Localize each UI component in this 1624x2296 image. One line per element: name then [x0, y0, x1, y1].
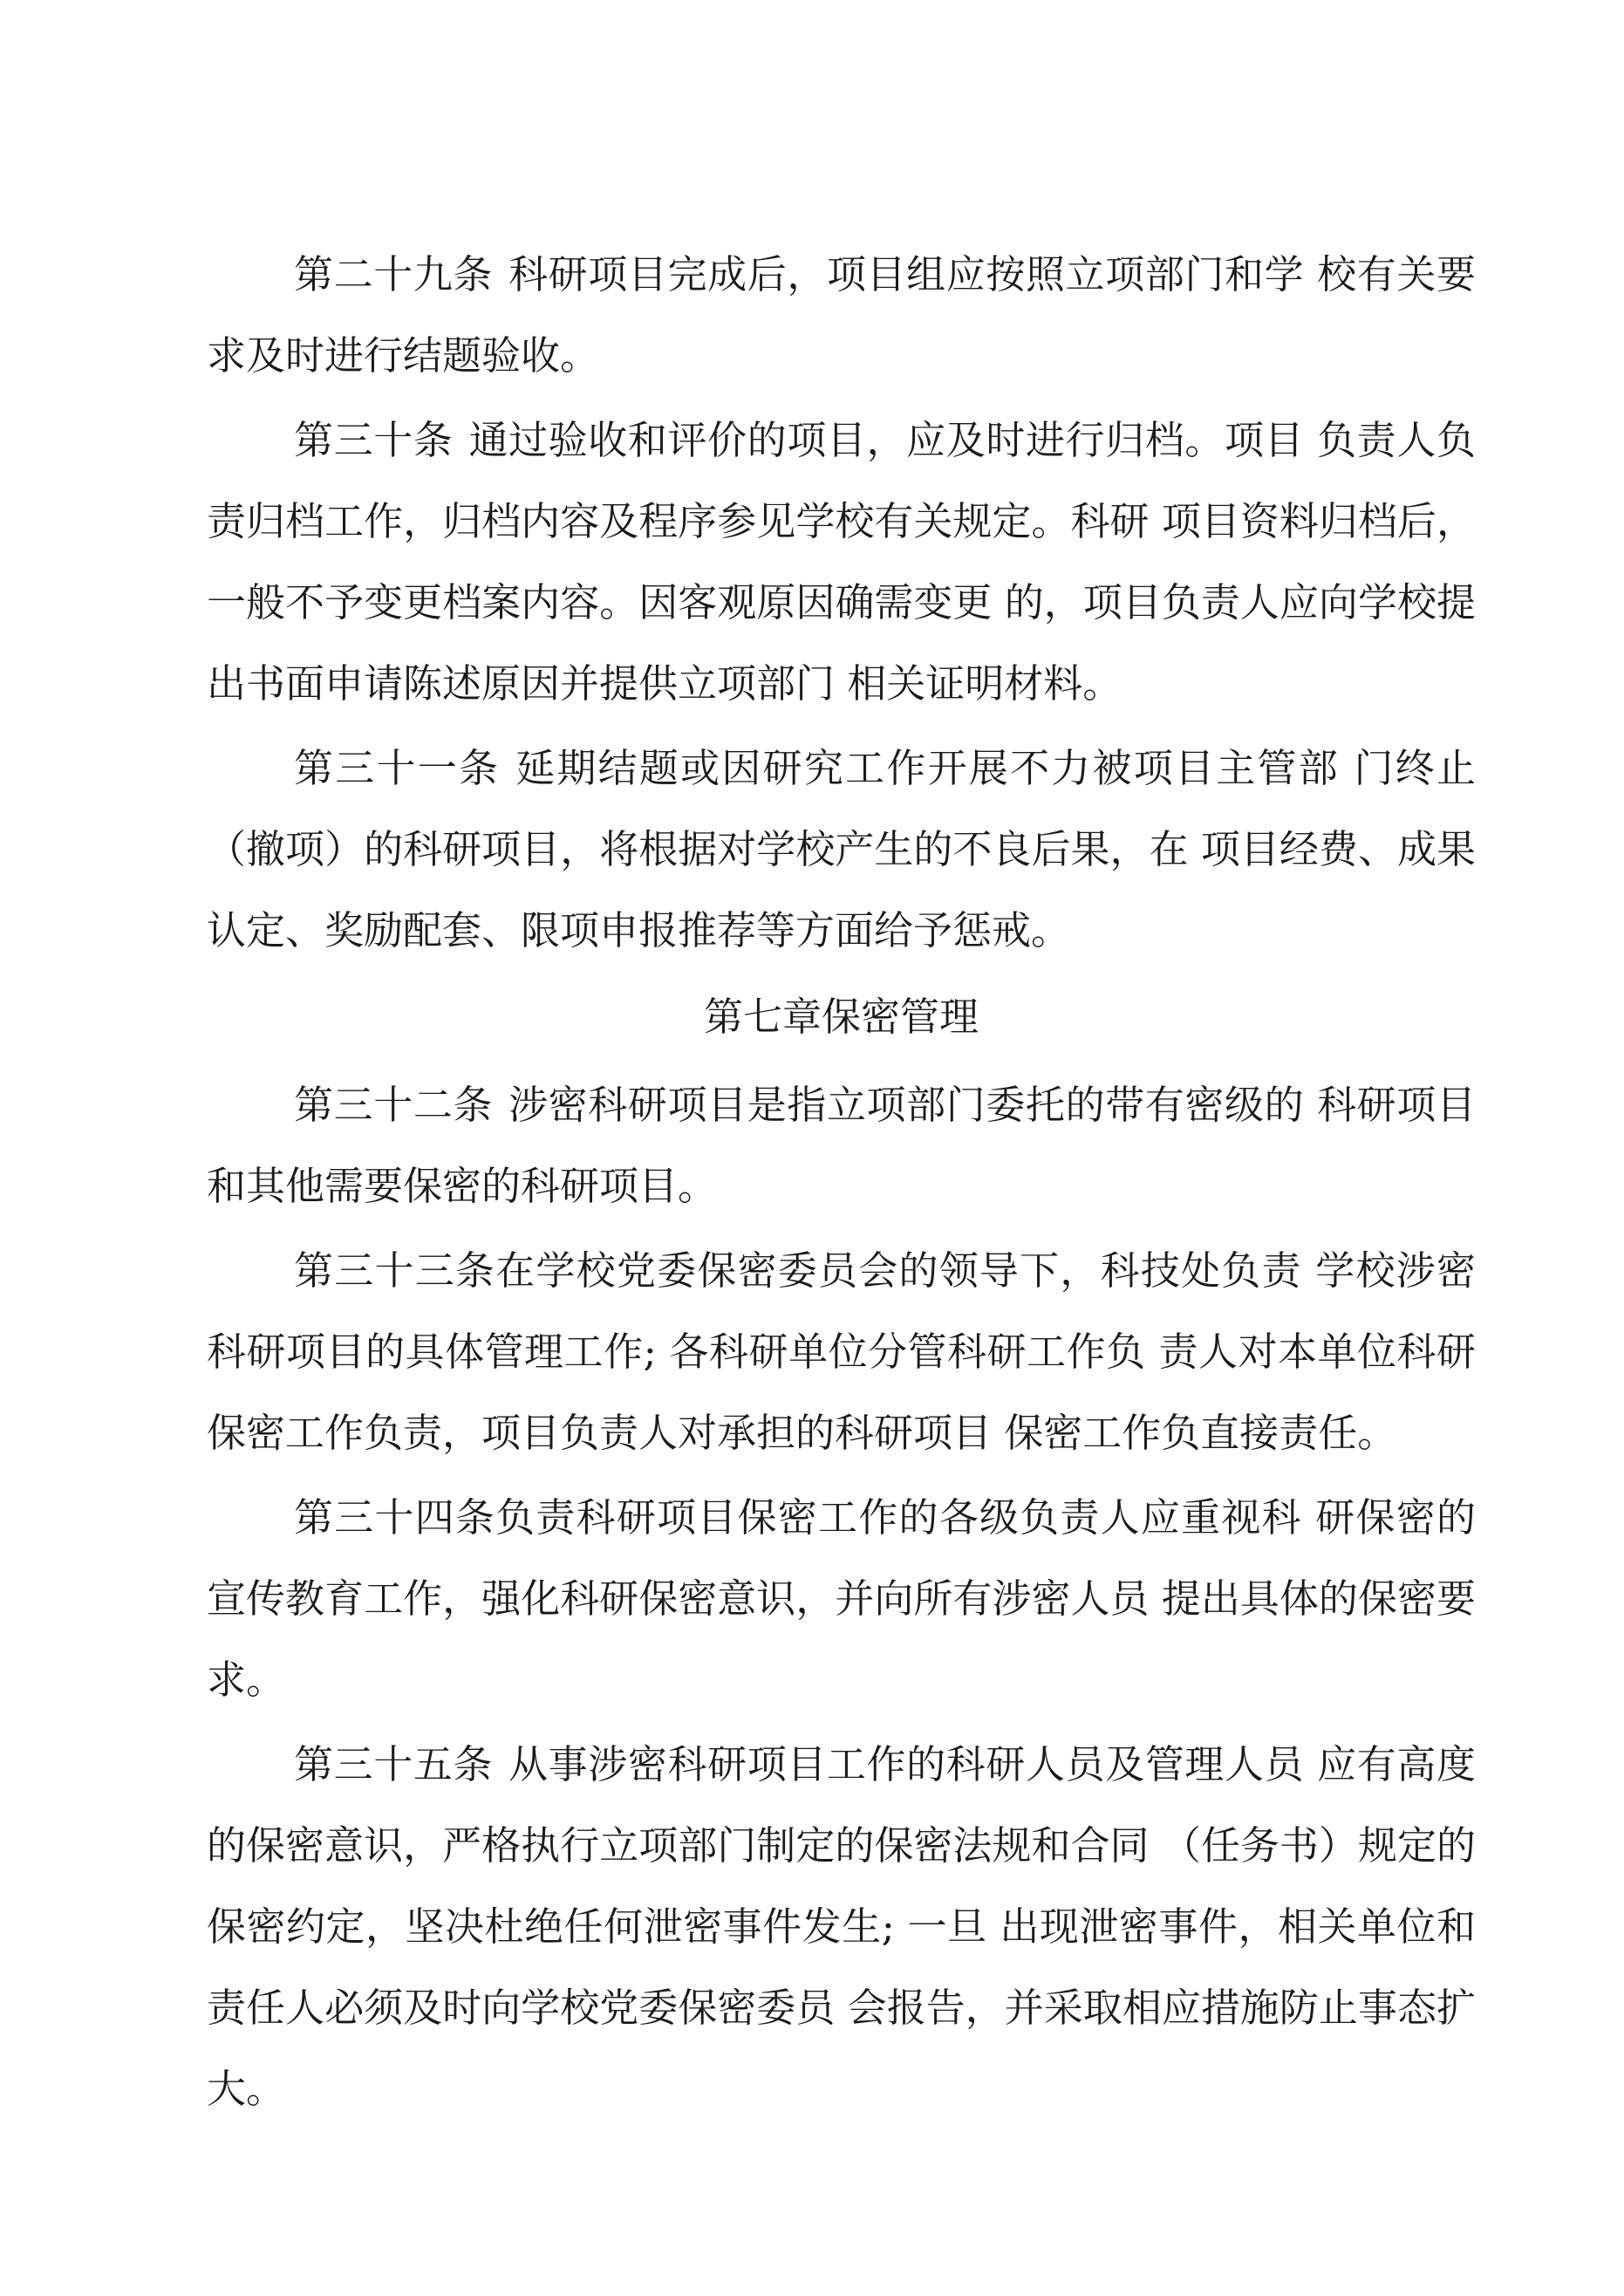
article-34	[207, 1477, 1476, 1720]
article-text: 涉密科研项目是指立项部门委托的带有密级的 科研项目和其他需要保密的科研项目。	[207, 1082, 1476, 1209]
article-number: 第三十四条	[294, 1494, 496, 1541]
article-number: 第三十条	[294, 417, 454, 463]
article-number: 第三十一条	[294, 745, 501, 791]
article-number: 第三十五条	[294, 1741, 494, 1787]
article-text: 负责科研项目保密工作的各级负责人应重视科 研保密的宣传教育工作，强化科研保密意识，并向所有涉密人员 提出具体的保密要求。	[207, 1494, 1476, 1703]
article-number: 第三十三条	[294, 1247, 496, 1294]
article-text: 延期结题或因研究工作开展不力被项目主管部 门终止（撤项）的科研项目，将根据对学校产生的不良后果，在 项目经费、成果认定、奖励配套、限项申报推荐等方面给予惩戒。	[207, 745, 1476, 953]
chapter-title: 第七章保密管理	[703, 994, 979, 1040]
article-29	[207, 234, 1476, 396]
article-number: 第三十二条	[294, 1082, 494, 1128]
article-32	[207, 1064, 1476, 1227]
article-number: 第二十九条	[294, 251, 494, 297]
article-31	[207, 728, 1476, 971]
article-33	[207, 1230, 1476, 1473]
article-text: 从事涉密科研项目工作的科研人员及管理人员 应有高度的保密意识，严格执行立项部门制定的保密法规和合同 （任务书）规定的保密约定，坚决杜绝任何泄密事件发生; 一旦 出现泄密事件，相关单位和责任人必须及时向学校党委保密委员 会报告，并采取相应措施防止事态扩大。	[207, 1741, 1476, 2112]
article-35	[207, 1724, 1476, 2129]
article-text: 通过验收和评价的项目，应及时进行归档。项目 负责人负责归档工作，归档内容及程序参见学校有关规定。科研 项目资料归档后，一般不予变更档案内容。因客观原因确需变更 的，项目负责人应向学校提出书面申请陈述原因并提供立项部门 相关证明材料。	[207, 417, 1476, 707]
article-text: 科研项目完成后，项目组应按照立项部门和学 校有关要求及时进行结题验收。	[207, 251, 1476, 379]
document-body	[207, 234, 1476, 2133]
article-30	[207, 400, 1476, 724]
article-text: 在学校党委保密委员会的领导下，科技处负责 学校涉密科研项目的具体管理工作; 各科研单位分管科研工作负 责人对本单位科研保密工作负责，项目负责人对承担的科研项目 保密工作负直接责任。	[207, 1247, 1476, 1456]
